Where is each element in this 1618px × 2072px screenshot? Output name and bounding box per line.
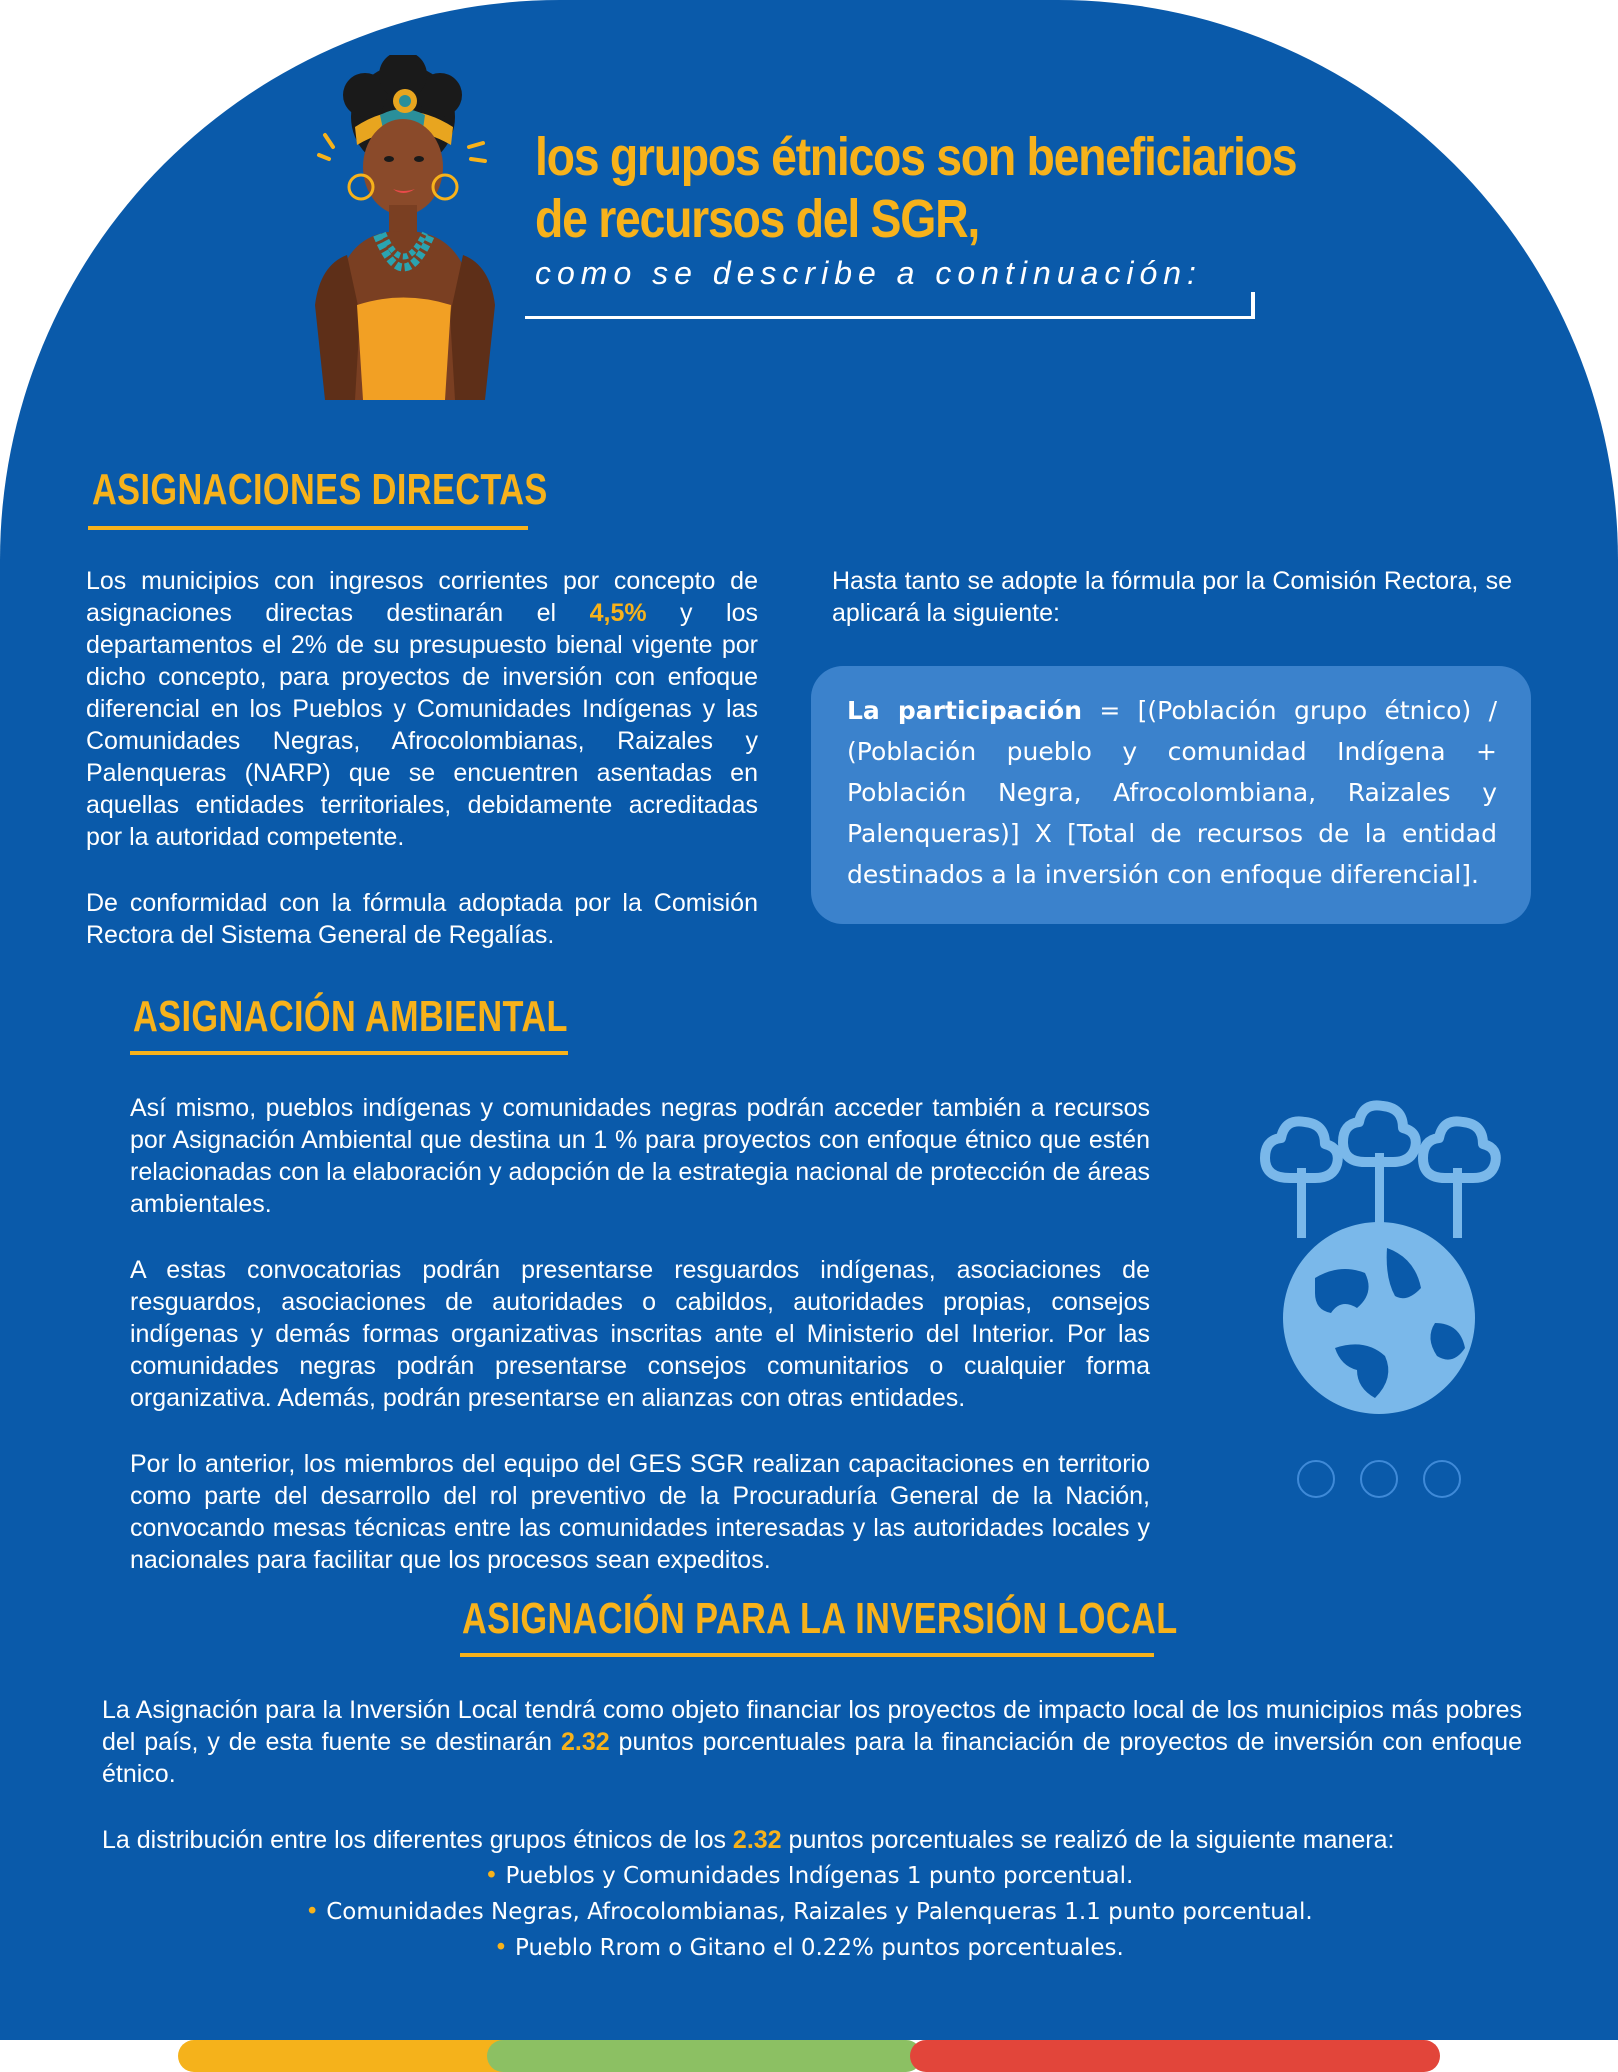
paragraph: La Asignación para la Inversión Local tendrá como objeto financiar los proyectos de impacto local de los municipios más pobres del país, y de esta fuente se destinarán 2.32 puntos porcentuales para la financiación de proyectos de inversión con enfoque étnico. bbox=[102, 1696, 1522, 1788]
pagination-dots bbox=[1297, 1460, 1457, 1500]
formula-intro: Hasta tanto se adopte la fórmula por la Comisión Rectora, se aplicará la siguiente: bbox=[832, 567, 1512, 627]
section-underline bbox=[460, 1653, 1154, 1657]
section-underline bbox=[88, 526, 528, 530]
paragraph: Así mismo, pueblos indígenas y comunidades negras podrán acceder también a recursos por Asignación Ambiental que destina un 1 % para proyectos con enfoque étnico que estén relacionadas con la elaboración y adopción de la estrategia nacional de protección de áreas ambientales. bbox=[130, 1094, 1150, 1218]
paragraph: De conformidad con la fórmula adoptada por la Comisión Rectora del Sistema General de Regalías. bbox=[86, 889, 758, 949]
section-title-asignacion-ambiental: ASIGNACIÓN AMBIENTAL bbox=[133, 992, 568, 1041]
paragraph: Por lo anterior, los miembros del equipo del GES SGR realizan capacitaciones en territorio como parte del desarrollo del rol preventivo de la Procuraduría General de la Nación, convocando mesas técnicas entre las comunidades interesadas y las autoridades locales y nacionales para facilitar que los procesos sean expeditos. bbox=[130, 1450, 1150, 1574]
section-title-asignaciones-directas: ASIGNACIONES DIRECTAS bbox=[92, 465, 548, 514]
page-subtitle: como se describe a continuación: bbox=[535, 255, 1202, 291]
paragraph: A estas convocatorias podrán presentarse resguardos indígenas, asociaciones de resguardos, asociaciones de autoridades o cabildos, autoridades propias, consejos indígenas y demás formas organizativas inscritas ante el Ministerio del Interior. Por las comunidades negras podrán presentarse consejos comunitarios o cualquier forma organizativa. Además, podrán presentarse en alianzas con otras entidades. bbox=[130, 1256, 1150, 1412]
bullet-icon: • bbox=[484, 1863, 506, 1889]
footer-bar-red bbox=[910, 2040, 1440, 2072]
pagination-dot bbox=[1360, 1460, 1398, 1498]
title-line-1: los grupos étnicos son beneficiarios bbox=[535, 127, 1297, 187]
globe-trees-icon bbox=[1245, 1098, 1510, 1416]
subtitle-underline bbox=[525, 316, 1255, 319]
footer-bar-green bbox=[487, 2040, 922, 2072]
pagination-dot bbox=[1297, 1460, 1335, 1498]
paragraph: Los municipios con ingresos corrientes por concepto de asignaciones directas destinarán el 4,5% y los departamentos el 2% de su presupuesto bienal vigente por dicho concepto, para proyectos de inversión con enfoque diferencial en los Pueblos y Comunidades Indígenas y las Comunidades Negras, Afrocolombianas, Raizales y Palenqueras (NARP) que se encuentren asentadas en aquellas entidades territoriales, debidamente acreditadas por la autoridad competente. bbox=[86, 567, 758, 851]
title-line-2: de recursos del SGR, bbox=[535, 189, 979, 249]
formula-text: La participación = [(Población grupo étnico) / (Población pueblo y comunidad Indígena + Población Negra, Afrocolombiana, Raizales y Palenqueras)] X [Total de recursos de la entidad destinados a la inversión con enfoque diferencial]. bbox=[847, 696, 1497, 889]
footer-bar-yellow bbox=[178, 2040, 518, 2072]
list-item: • Pueblo Rrom o Gitano el 0.22% puntos porcentuales. bbox=[494, 1935, 1124, 1961]
bullet-icon: • bbox=[494, 1935, 516, 1961]
formula-label: La participación bbox=[847, 696, 1083, 725]
highlight-points: 2.32 bbox=[560, 1728, 610, 1756]
asignacion-ambiental-text bbox=[130, 1092, 1150, 1610]
pagination-dot bbox=[1423, 1460, 1461, 1498]
paragraph: La distribución entre los diferentes grupos étnicos de los 2.32 puntos porcentuales se realizó de la siguiente manera: bbox=[102, 1826, 1395, 1854]
asignaciones-directas-text bbox=[86, 565, 758, 985]
highlight-points: 2.32 bbox=[732, 1826, 782, 1854]
section-underline bbox=[130, 1051, 568, 1055]
subtitle-underline-tick bbox=[1251, 292, 1255, 319]
list-item: • Pueblos y Comunidades Indígenas 1 punto porcentual. bbox=[484, 1863, 1134, 1889]
section-title-inversion-local: ASIGNACIÓN PARA LA INVERSIÓN LOCAL bbox=[462, 1594, 1178, 1643]
distribution-list bbox=[0, 1858, 1618, 1966]
bullet-icon: • bbox=[305, 1899, 327, 1925]
list-item: • Comunidades Negras, Afrocolombianas, Raizales y Palenqueras 1.1 punto porcentual. bbox=[305, 1899, 1313, 1925]
highlight-percent: 4,5% bbox=[589, 599, 647, 627]
page-title bbox=[535, 126, 1296, 250]
woman-illustration bbox=[285, 55, 525, 400]
